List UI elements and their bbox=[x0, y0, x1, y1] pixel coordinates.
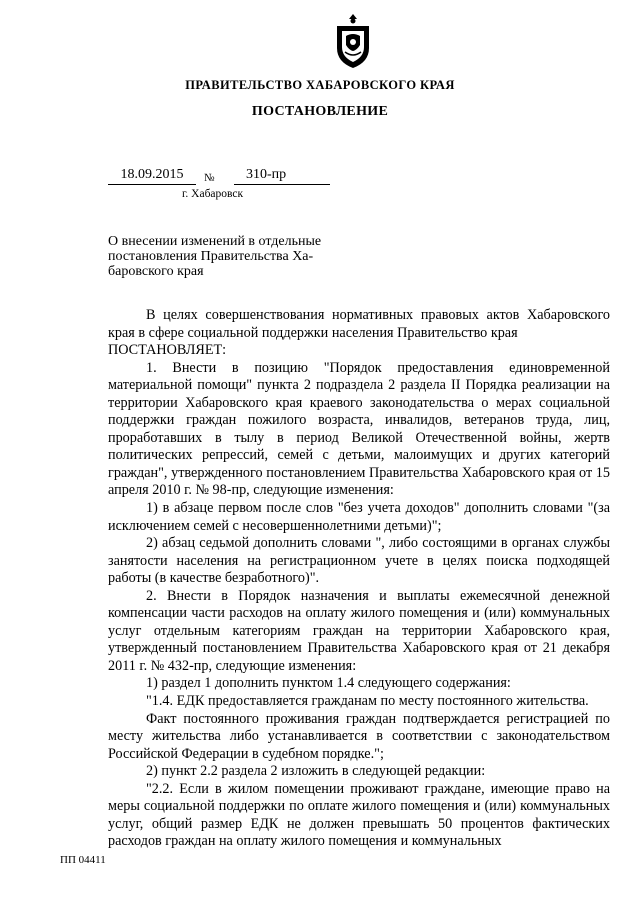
subject-line: О внесении изменений в отдельные bbox=[108, 234, 322, 249]
government-name: ПРАВИТЕЛЬСТВО ХАБАРОВСКОГО КРАЯ bbox=[185, 78, 455, 92]
document-type: ПОСТАНОВЛЕНИЕ bbox=[251, 104, 389, 119]
coat-of-arms-emblem bbox=[333, 12, 373, 70]
decree-subject bbox=[108, 234, 340, 279]
body-paragraph: В целях совершенствования нормативных правовых актов Хабаровского края в сфере социальной поддержки населения Правительство края bbox=[108, 307, 610, 341]
body-paragraph: 1) в абзаце первом после слов "без учета доходов" дополнить словами "(за исключением семей с несовершеннолетними детьми)"; bbox=[108, 500, 610, 534]
decree-date: 18.09.2015 bbox=[108, 167, 196, 185]
body-paragraph: 1. Внести в позицию "Порядок предоставления единовременной материальной помощи" пункта 2 подраздела 2 раздела II Порядка реализации на территории Хабаровского края краевого законодательства о мерах социальной поддержки граждан пожилого возраста, инвалидов, ветеранов труда, лиц, проработавших в тылу в период Великой Отечественной войны, жертв политических репрессий, семей с детьми, малоимущих и других категорий граждан", утвержденного постановлением Правительства Хабаровского края от 15 апреля 2010 г. № 98-пр, следующие изменения: bbox=[108, 359, 610, 499]
body-paragraph: 2) пункт 2.2 раздела 2 изложить в следующей редакции: bbox=[146, 763, 486, 780]
decree-number: 310-пр bbox=[234, 167, 330, 185]
subject-line: постановления Правительства Ха- bbox=[108, 249, 314, 264]
body-paragraph: 2. Внести в Порядок назначения и выплаты ежемесячной денежной компенсации части расходов на оплату жилого помещения и (или) коммунальных услуг отдельным категориям граждан на территории Хабаровского края, утвержденный постановлением Правительства Хабаровского края от 21 декабря 2011 г. № 432-пр, следующие изменения: bbox=[108, 587, 610, 674]
decree-body bbox=[108, 307, 610, 851]
body-paragraph: "1.4. ЕДК предоставляется гражданам по месту постоянного жительства. bbox=[146, 693, 589, 710]
number-sign: № bbox=[204, 172, 215, 184]
subject-line: баровского края bbox=[108, 264, 204, 279]
city: г. Хабаровск bbox=[182, 188, 244, 200]
body-paragraph: 1) раздел 1 дополнить пунктом 1.4 следующего содержания: bbox=[146, 675, 511, 692]
body-paragraph: ПОСТАНОВЛЯЕТ: bbox=[108, 342, 227, 359]
body-paragraph: Факт постоянного проживания граждан подтверждается регистрацией по месту жительства либо устанавливается в соответствии с законодательством Российской Федерации в судебном порядке."; bbox=[108, 710, 610, 762]
document-code: ПП 04411 bbox=[60, 854, 106, 866]
body-paragraph: "2.2. Если в жилом помещении проживают граждане, имеющие право на меры социальной поддержки по оплате жилого помещения и (или) коммунальных услуг, общий размер ЕДК не должен превышать 50 процентов фактических расходов граждан на оплату жилого помещения и коммунальных bbox=[108, 780, 610, 850]
body-paragraph: 2) абзац седьмой дополнить словами ", либо состоящими в органах службы занятости населения на регистрационном учете в целях поиска подходящей работы (в качестве безработного)". bbox=[108, 535, 610, 587]
